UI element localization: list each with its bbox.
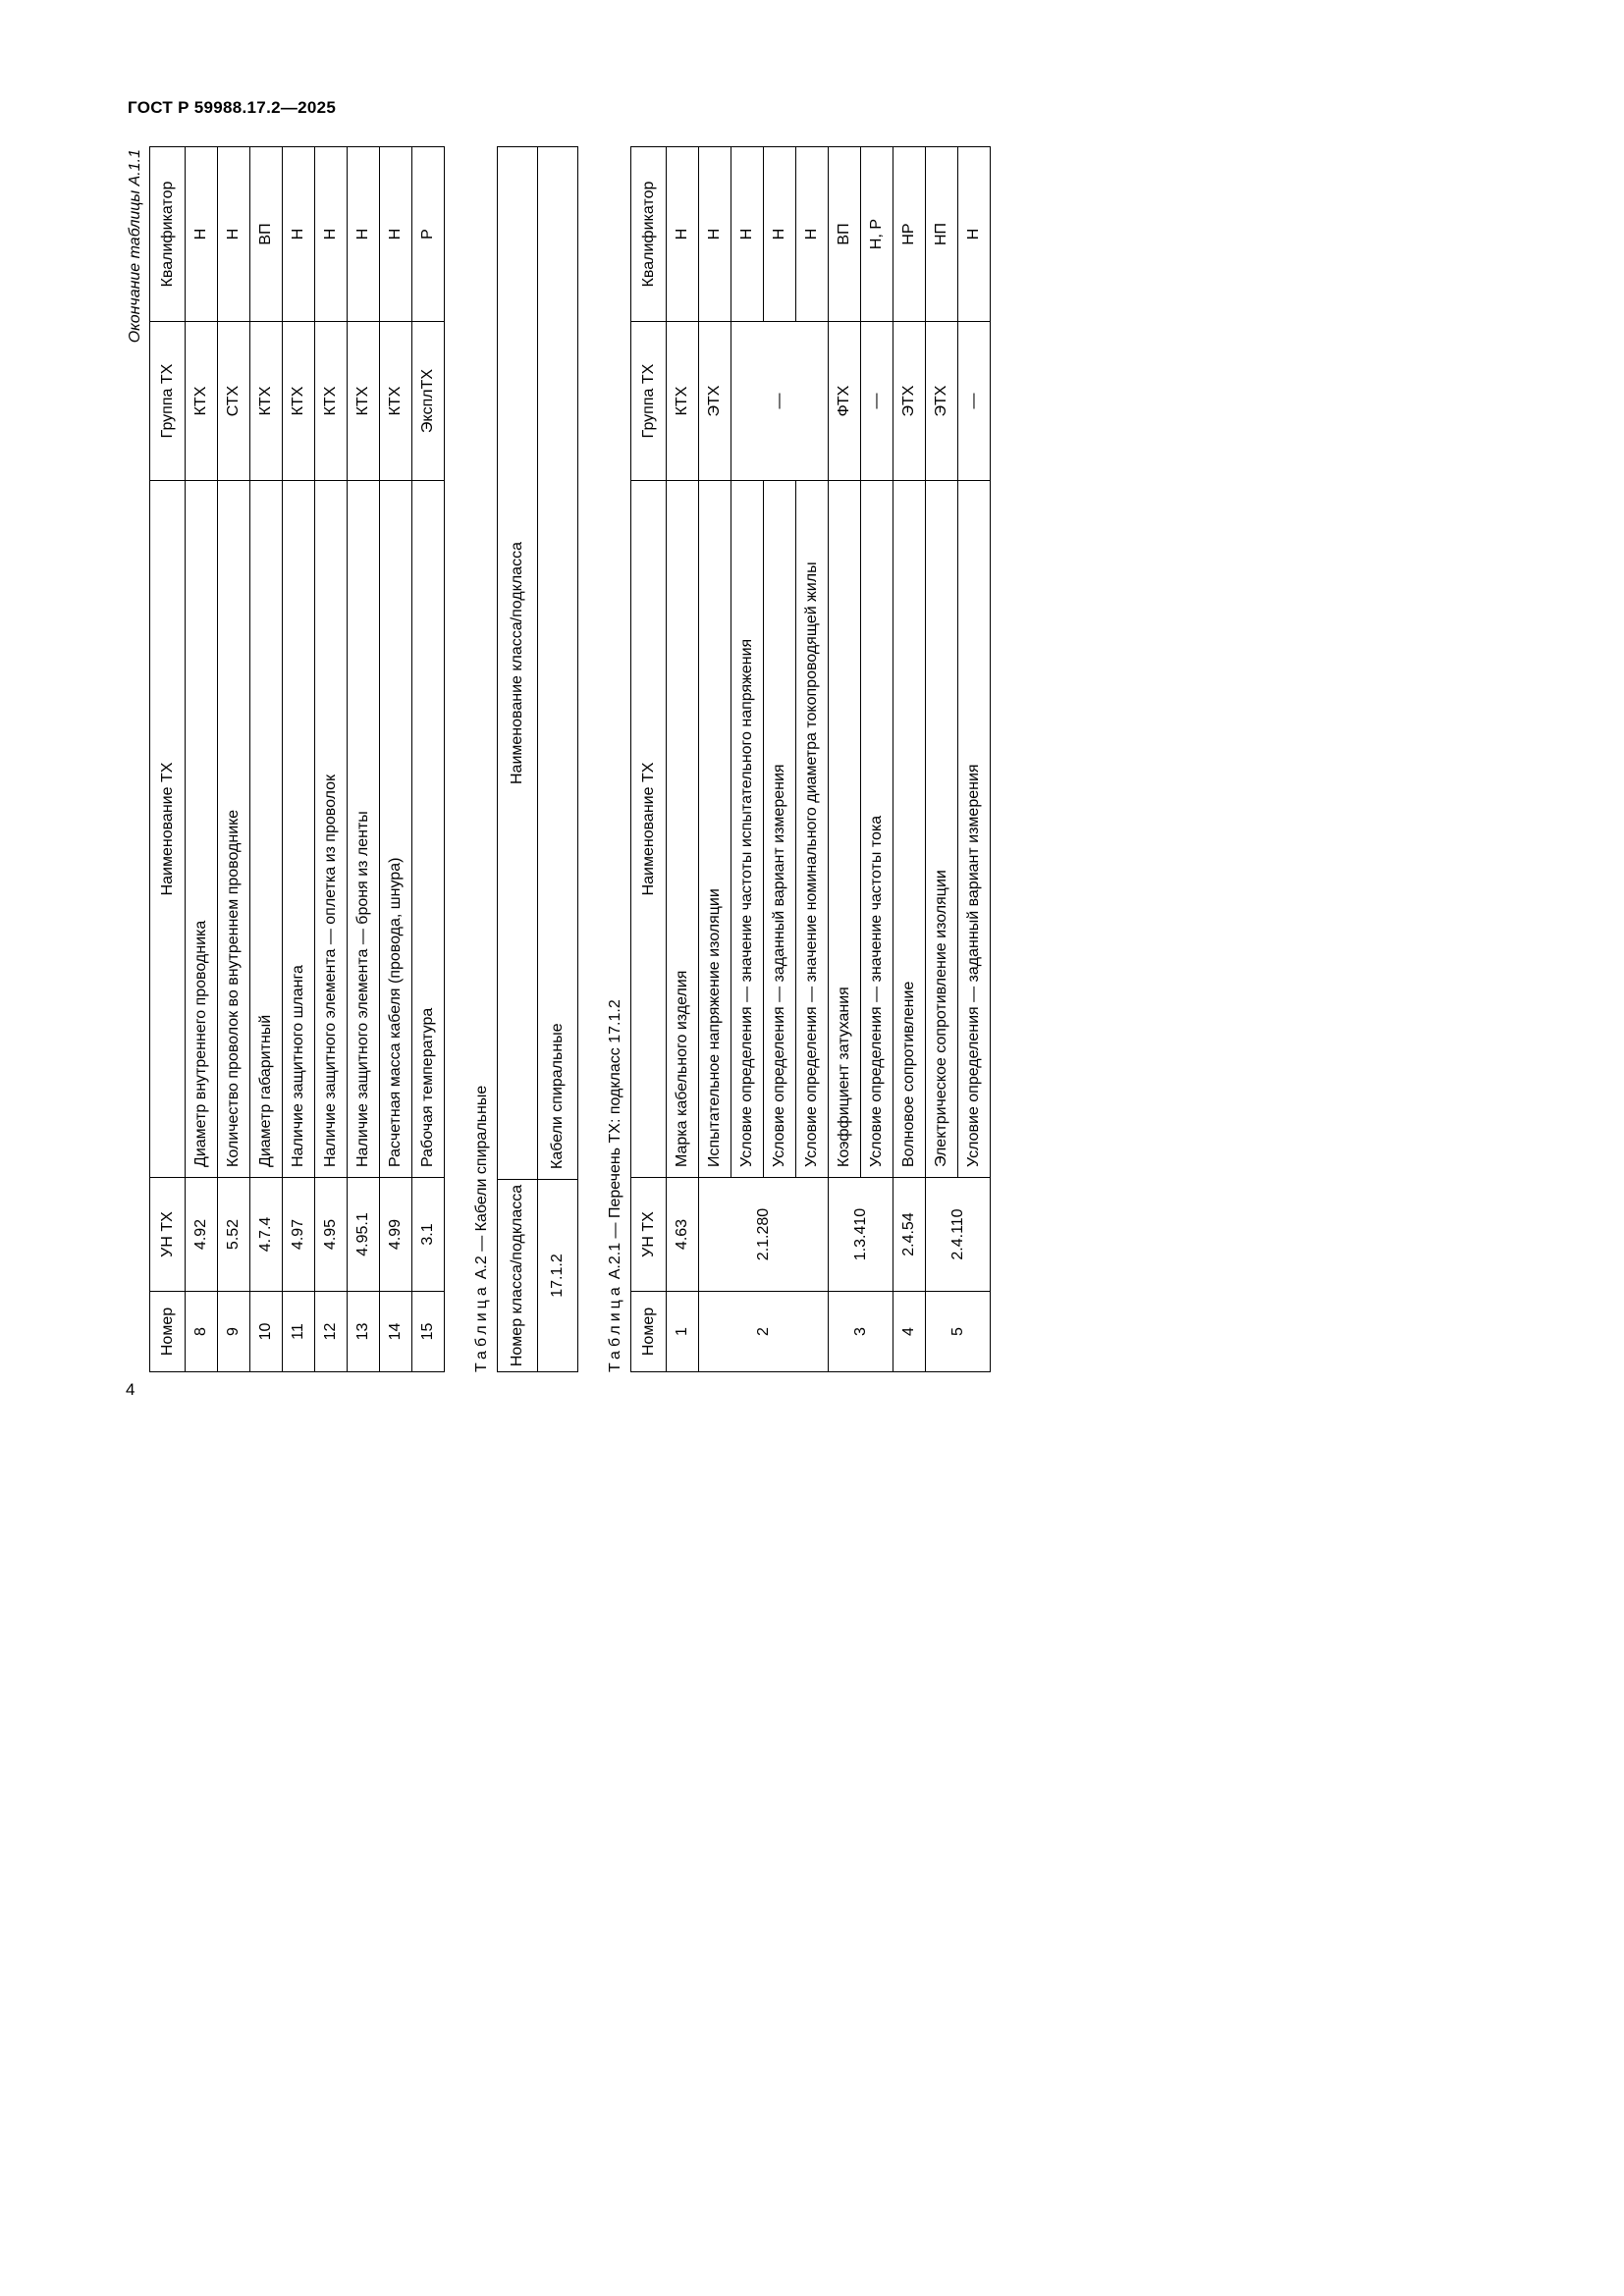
cell-group: КТХ — [250, 322, 283, 481]
cell-qual: Н — [348, 147, 380, 322]
cell-name: Условие определения — заданный вариант измерения — [764, 481, 796, 1178]
cell-num: 14 — [380, 1292, 412, 1372]
cell-qual: НП — [926, 147, 958, 322]
cell-qual: Н — [764, 147, 796, 322]
cell-group: КТХ — [667, 322, 699, 481]
cell-name: Количество проволок во внутреннем проводнике — [218, 481, 250, 1178]
cell-qual: Н — [218, 147, 250, 322]
cell-name: Волновое сопротивление — [893, 481, 926, 1178]
col-header-name: Наименование ТХ — [631, 481, 667, 1178]
cell-qual: Н — [667, 147, 699, 322]
table-header-row — [631, 147, 667, 1372]
col-header-qual: Квалификатор — [631, 147, 667, 322]
cell-un: 1.3.410 — [829, 1178, 893, 1292]
cell-num: 4 — [893, 1292, 926, 1372]
cell-name: Условие определения — значение частоты тока — [861, 481, 893, 1178]
table-row — [412, 147, 445, 1372]
table-a21 — [630, 146, 991, 1372]
table-a21-caption — [606, 147, 624, 1372]
cell-un: 4.95 — [315, 1178, 348, 1292]
cell-num: 5 — [926, 1292, 991, 1372]
cell-qual: ВП — [829, 147, 861, 322]
cell-un: 4.99 — [380, 1178, 412, 1292]
page-number: 4 — [126, 1380, 135, 1399]
cell-qual: НР — [893, 147, 926, 322]
cell-group: — — [731, 322, 829, 481]
cell-name: Диаметр внутреннего проводника — [186, 481, 218, 1178]
cell-num: 8 — [186, 1292, 218, 1372]
cell-name: Марка кабельного изделия — [667, 481, 699, 1178]
table-a11-end — [149, 146, 445, 1372]
rotated-tables-area — [126, 147, 990, 1372]
cell-un: 2.4.54 — [893, 1178, 926, 1292]
col-header-group: Группа ТХ — [150, 322, 186, 481]
cell-class-name: Кабели спиральные — [538, 147, 578, 1180]
col-header-qual: Квалификатор — [150, 147, 186, 322]
cell-group: СТХ — [218, 322, 250, 481]
cell-qual: Н — [315, 147, 348, 322]
table-row — [348, 147, 380, 1372]
cell-group: ЭксплТХ — [412, 322, 445, 481]
table-row — [926, 147, 958, 1372]
table-row — [283, 147, 315, 1372]
col-header-class-num: Номер класса/подкласса — [498, 1180, 538, 1372]
cell-num: 1 — [667, 1292, 699, 1372]
cell-num: 12 — [315, 1292, 348, 1372]
cell-group: ЭТХ — [926, 322, 958, 481]
cell-num: 2 — [699, 1292, 829, 1372]
doc-header: ГОСТ Р 59988.17.2—2025 — [128, 98, 337, 117]
table-row — [380, 147, 412, 1372]
cell-qual: Н — [796, 147, 829, 322]
cell-name: Испытательное напряжение изоляции — [699, 481, 731, 1178]
cell-qual: Н — [699, 147, 731, 322]
table-row — [186, 147, 218, 1372]
cell-name: Электрическое сопротивление изоляции — [926, 481, 958, 1178]
table-row — [538, 147, 578, 1372]
cell-name: Коэффициент затухания — [829, 481, 861, 1178]
cell-group: КТХ — [315, 322, 348, 481]
table-header-row — [498, 147, 538, 1372]
cell-group: ЭТХ — [699, 322, 731, 481]
cell-num: 3 — [829, 1292, 893, 1372]
cell-name: Рабочая температура — [412, 481, 445, 1178]
table-a2-caption — [472, 147, 491, 1372]
table-row — [250, 147, 283, 1372]
cell-group: — — [958, 322, 991, 481]
cell-qual: Н — [380, 147, 412, 322]
cell-un: 4.92 — [186, 1178, 218, 1292]
caption-text: А.2 — Кабели спиральные — [473, 1085, 490, 1280]
cell-qual: Н, Р — [861, 147, 893, 322]
cell-group: — — [861, 322, 893, 481]
cell-group: ЭТХ — [893, 322, 926, 481]
table-row — [699, 147, 731, 1372]
cell-un: 2.1.280 — [699, 1178, 829, 1292]
cell-un: 2.4.110 — [926, 1178, 991, 1292]
table-header-row — [150, 147, 186, 1372]
cell-group: КТХ — [348, 322, 380, 481]
cell-qual: ВП — [250, 147, 283, 322]
cell-qual: Н — [958, 147, 991, 322]
cell-qual: Н — [186, 147, 218, 322]
cell-name: Условие определения — значение частоты испытательного напряжения — [731, 481, 764, 1178]
table-a2 — [497, 146, 578, 1372]
cell-qual: Р — [412, 147, 445, 322]
table-row — [829, 147, 861, 1372]
cell-group: КТХ — [283, 322, 315, 481]
cell-un: 4.7.4 — [250, 1178, 283, 1292]
caption-word: Таблица — [473, 1283, 490, 1372]
cell-num: 9 — [218, 1292, 250, 1372]
cell-qual: Н — [283, 147, 315, 322]
col-header-un: УН ТХ — [631, 1178, 667, 1292]
cell-num: 15 — [412, 1292, 445, 1372]
caption-word: Таблица — [607, 1283, 623, 1372]
caption-text: А.2.1 — Перечень ТХ: подкласс 17.1.2 — [607, 999, 623, 1280]
cell-group: ФТХ — [829, 322, 861, 481]
cell-name: Диаметр габаритный — [250, 481, 283, 1178]
cell-class-num: 17.1.2 — [538, 1180, 578, 1372]
col-header-un: УН ТХ — [150, 1178, 186, 1292]
cell-name: Наличие защитного элемента — оплетка из проволок — [315, 481, 348, 1178]
cell-name: Условие определения — значение номинального диаметра токопроводящей жилы — [796, 481, 829, 1178]
cell-un: 4.97 — [283, 1178, 315, 1292]
col-header-group: Группа ТХ — [631, 322, 667, 481]
col-header-class-name: Наименование класса/подкласса — [498, 147, 538, 1180]
cell-num: 10 — [250, 1292, 283, 1372]
cell-num: 11 — [283, 1292, 315, 1372]
cell-group: КТХ — [186, 322, 218, 481]
cell-un: 4.95.1 — [348, 1178, 380, 1292]
col-header-name: Наименование ТХ — [150, 481, 186, 1178]
cell-un: 3.1 — [412, 1178, 445, 1292]
cell-name: Наличие защитного элемента — броня из ленты — [348, 481, 380, 1178]
cell-name: Наличие защитного шланга — [283, 481, 315, 1178]
table-row — [315, 147, 348, 1372]
table-row — [218, 147, 250, 1372]
table-row — [893, 147, 926, 1372]
cell-name: Расчетная масса кабеля (провода, шнура) — [380, 481, 412, 1178]
cell-un: 5.52 — [218, 1178, 250, 1292]
cell-group: КТХ — [380, 322, 412, 481]
table-row — [667, 147, 699, 1372]
cell-name: Условие определения — заданный вариант измерения — [958, 481, 991, 1178]
table-a11-continuation-caption: Окончание таблицы А.1.1 — [127, 149, 143, 344]
cell-un: 4.63 — [667, 1178, 699, 1292]
col-header-num: Номер — [150, 1292, 186, 1372]
cell-qual: Н — [731, 147, 764, 322]
col-header-num: Номер — [631, 1292, 667, 1372]
cell-num: 13 — [348, 1292, 380, 1372]
